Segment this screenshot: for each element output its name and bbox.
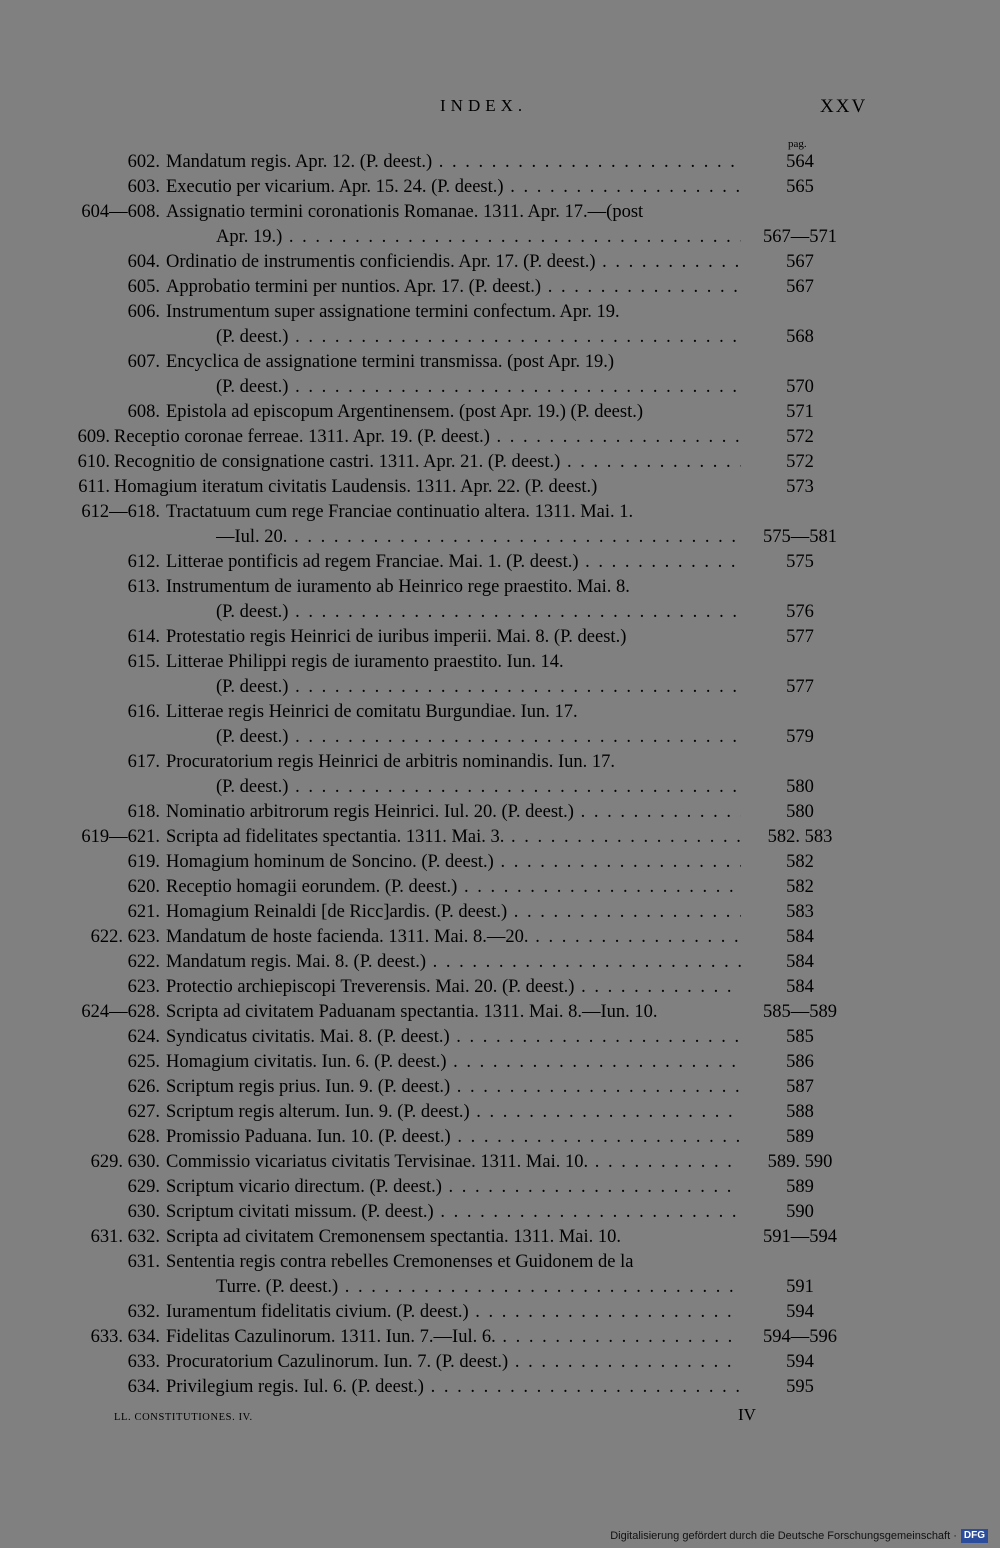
entry-number: 608. <box>127 402 160 422</box>
entry-text: Privilegium regis. Iul. 6. (P. deest.) . . . <box>166 1375 741 1400</box>
entry-text: Scriptum regis alterum. Iun. 9. (P. deest.) . . . <box>166 1100 741 1125</box>
entry-text: Assignatio termini coronationis Romanae. 1311. Apr. 17.—(post <box>166 202 644 222</box>
entry-page: 580 <box>786 777 814 797</box>
entry-text: Scriptum regis prius. Iun. 9. (P. deest.) . . . <box>166 1075 741 1100</box>
entry-page: 567 <box>786 252 814 272</box>
entry-page: 586 <box>786 1052 814 1072</box>
index-entry <box>0 825 1000 850</box>
entry-number: 628. <box>127 1127 160 1147</box>
index-entry <box>0 525 1000 550</box>
entry-text: Scriptum civitati missum. (P. deest.) . . . <box>166 1200 741 1225</box>
entry-number: 629. 630. <box>90 1152 160 1172</box>
index-entry <box>0 775 1000 800</box>
entry-number: 622. <box>127 952 160 972</box>
entry-text: Mandatum de hoste facienda. 1311. Mai. 8.—20. . . . <box>166 925 741 950</box>
entry-text: Receptio homagii eorundem. (P. deest.) . . . <box>166 875 741 900</box>
entry-page: 579 <box>786 727 814 747</box>
entry-text: Promissio Paduana. Iun. 10. (P. deest.) . . . <box>166 1125 741 1150</box>
entry-text: Scripta ad civitatem Cremonensem spectantia. 1311. Mai. 10. <box>166 1227 622 1247</box>
entry-page: 572 <box>786 452 814 472</box>
index-entry <box>0 1000 1000 1025</box>
entry-number: 619. <box>127 852 160 872</box>
index-entry <box>0 950 1000 975</box>
entry-number: 612. <box>127 552 160 572</box>
entry-number: 625. <box>127 1052 160 1072</box>
index-entry <box>0 225 1000 250</box>
index-entry <box>0 200 1000 225</box>
entry-number: 624. <box>127 1027 160 1047</box>
entry-number: 631. 632. <box>90 1227 160 1247</box>
index-entry <box>0 1150 1000 1175</box>
entry-number: 607. <box>127 352 160 372</box>
header-title: INDEX. <box>440 96 528 115</box>
entry-page: 580 <box>786 802 814 822</box>
entry-page: 594 <box>786 1302 814 1322</box>
entry-number: 632. <box>127 1302 160 1322</box>
entry-text: Fidelitas Cazulinorum. 1311. Iun. 7.—Iul. 6. . . . <box>166 1325 741 1350</box>
entry-text: Litterae regis Heinrici de comitatu Burgundiae. Iun. 17. <box>166 702 578 722</box>
index-entry <box>0 575 1000 600</box>
entry-text: Homagium hominum de Soncino. (P. deest.) . . . <box>166 850 741 875</box>
entry-text: (P. deest.) . . . <box>216 675 741 700</box>
entry-text: Executio per vicarium. Apr. 15. 24. (P. deest.) . . . <box>166 175 741 200</box>
entry-page: 589 <box>786 1177 814 1197</box>
index-entry <box>0 1375 1000 1400</box>
entry-text: Homagium civitatis. Iun. 6. (P. deest.) . . . <box>166 1050 741 1075</box>
index-entry <box>0 450 1000 475</box>
index-entry <box>0 675 1000 700</box>
index-entries <box>0 150 1000 1400</box>
entry-number: 605. <box>127 277 160 297</box>
entry-number: 614. <box>127 627 160 647</box>
entry-text: Scripta ad civitatem Paduanam spectantia. 1311. Mai. 8.—Iun. 10. <box>166 1002 658 1022</box>
entry-text: (P. deest.) . . . <box>216 600 741 625</box>
index-entry <box>0 175 1000 200</box>
index-entry <box>0 500 1000 525</box>
entry-number: 602. <box>127 152 160 172</box>
entry-page: 577 <box>786 627 814 647</box>
entry-page: 571 <box>786 402 814 422</box>
index-entry <box>0 850 1000 875</box>
index-entry <box>0 1075 1000 1100</box>
entry-text: Procuratorium regis Heinrici de arbitris nominandis. Iun. 17. <box>166 752 616 772</box>
entry-page: 582 <box>786 877 814 897</box>
entry-text: Sententia regis contra rebelles Cremonenses et Guidonem de la <box>166 1252 634 1272</box>
entry-text: Scriptum vicario directum. (P. deest.) . . . <box>166 1175 741 1200</box>
entry-text: Receptio coronae ferreae. 1311. Apr. 19. (P. deest.) . . . <box>114 425 741 450</box>
index-entry <box>0 625 1000 650</box>
entry-number: 633. <box>127 1352 160 1372</box>
entry-number: 603. <box>127 177 160 197</box>
index-entry <box>0 150 1000 175</box>
index-entry <box>0 1175 1000 1200</box>
index-entry <box>0 875 1000 900</box>
entry-page: 585 <box>786 1027 814 1047</box>
entry-page: 591 <box>786 1277 814 1297</box>
entry-number: 633. 634. <box>90 1327 160 1347</box>
header-page-number: XXV <box>820 96 868 117</box>
index-entry <box>0 1025 1000 1050</box>
entry-page: 564 <box>786 152 814 172</box>
entry-text: Scripta ad fidelitates spectantia. 1311. Mai. 3. . . . <box>166 825 741 850</box>
entry-text: Tractatuum cum rege Franciae continuatio altera. 1311. Mai. 1. <box>166 502 634 522</box>
entry-page: 583 <box>786 902 814 922</box>
entry-text: (P. deest.) . . . <box>216 325 741 350</box>
index-entry <box>0 300 1000 325</box>
entry-page: 588 <box>786 1102 814 1122</box>
entry-number: 629. <box>127 1177 160 1197</box>
entry-page: 577 <box>786 677 814 697</box>
entry-page: 570 <box>786 377 814 397</box>
entry-number: 609. <box>77 427 110 447</box>
index-entry <box>0 425 1000 450</box>
entry-number: 619—621. <box>81 827 160 847</box>
entry-number: 606. <box>127 302 160 322</box>
index-entry <box>0 550 1000 575</box>
entry-number: 617. <box>127 752 160 772</box>
entry-text: —Iul. 20. . . . <box>216 525 741 550</box>
entry-text: Nominatio arbitrorum regis Heinrici. Iul. 20. (P. deest.) . . . <box>166 800 741 825</box>
index-entry <box>0 1325 1000 1350</box>
credit-text: Digitalisierung gefördert durch die Deutsche Forschungsgemeinschaft · <box>610 1530 957 1542</box>
index-entry <box>0 1100 1000 1125</box>
entry-text: Instrumentum super assignatione termini confectum. Apr. 19. <box>166 302 620 322</box>
entry-text: Apr. 19.) . . . <box>216 225 741 250</box>
index-entry <box>0 1050 1000 1075</box>
entry-page: 591—594 <box>763 1227 837 1247</box>
entry-page: 575—581 <box>763 527 837 547</box>
entry-text: Instrumentum de iuramento ab Heinrico rege praestito. Mai. 8. <box>166 577 630 597</box>
digitization-credit <box>610 1529 988 1543</box>
entry-text: Ordinatio de instrumentis conficiendis. Apr. 17. (P. deest.) . . . <box>166 250 741 275</box>
entry-page: 587 <box>786 1077 814 1097</box>
index-entry <box>0 250 1000 275</box>
footer-sheet-number: IV <box>738 1405 756 1424</box>
entry-page: 590 <box>786 1202 814 1222</box>
index-entry <box>0 1200 1000 1225</box>
entry-text: Mandatum regis. Apr. 12. (P. deest.) . . . <box>166 150 741 175</box>
entry-text: Iuramentum fidelitatis civium. (P. deest.) . . . <box>166 1300 741 1325</box>
index-entry <box>0 1250 1000 1275</box>
entry-text: Approbatio termini per nuntios. Apr. 17. (P. deest.) . . . <box>166 275 741 300</box>
entry-number: 604. <box>127 252 160 272</box>
entry-page: 573 <box>786 477 814 497</box>
entry-text: Epistola ad episcopum Argentinensem. (post Apr. 19.) (P. deest.) <box>166 402 643 422</box>
entry-number: 613. <box>127 577 160 597</box>
index-entry <box>0 1275 1000 1300</box>
entry-text: Encyclica de assignatione termini transmissa. (post Apr. 19.) <box>166 352 615 372</box>
index-entry <box>0 1300 1000 1325</box>
entry-text: (P. deest.) . . . <box>216 375 741 400</box>
entry-number: 624—628. <box>81 1002 160 1022</box>
index-entry <box>0 800 1000 825</box>
entry-page: 589 <box>786 1127 814 1147</box>
index-entry <box>0 750 1000 775</box>
entry-number: 612—618. <box>81 502 160 522</box>
entry-text: Turre. (P. deest.) . . . <box>216 1275 741 1300</box>
entry-number: 618. <box>127 802 160 822</box>
entry-page: 585—589 <box>763 1002 837 1022</box>
entry-text: Litterae pontificis ad regem Franciae. Mai. 1. (P. deest.) . . . <box>166 550 741 575</box>
entry-text: Protectio archiepiscopi Treverensis. Mai. 20. (P. deest.) . . . <box>166 975 741 1000</box>
entry-number: 610. <box>77 452 110 472</box>
footer-signature: LL. CONSTITUTIONES. IV. <box>114 1412 253 1423</box>
entry-page: 567 <box>786 277 814 297</box>
entry-text: Litterae Philippi regis de iuramento praestito. Iun. 14. <box>166 652 564 672</box>
entry-page: 584 <box>786 952 814 972</box>
index-entry <box>0 700 1000 725</box>
index-entry <box>0 900 1000 925</box>
entry-page: 584 <box>786 927 814 947</box>
index-entry <box>0 725 1000 750</box>
entry-page: 575 <box>786 552 814 572</box>
dfg-logo: DFG <box>961 1529 988 1543</box>
entry-text: Protestatio regis Heinrici de iuribus imperii. Mai. 8. (P. deest.) <box>166 627 627 647</box>
entry-number: 622. 623. <box>90 927 160 947</box>
index-entry <box>0 650 1000 675</box>
entry-number: 623. <box>127 977 160 997</box>
entry-text: (P. deest.) . . . <box>216 775 741 800</box>
index-entry <box>0 925 1000 950</box>
entry-text: Mandatum regis. Mai. 8. (P. deest.) . . . <box>166 950 741 975</box>
entry-page: 576 <box>786 602 814 622</box>
entry-number: 634. <box>127 1377 160 1397</box>
entry-number: 620. <box>127 877 160 897</box>
entry-number: 626. <box>127 1077 160 1097</box>
entry-page: 589. 590 <box>767 1152 833 1172</box>
index-entry <box>0 325 1000 350</box>
index-entry <box>0 475 1000 500</box>
index-entry <box>0 1350 1000 1375</box>
entry-page: 594—596 <box>763 1327 837 1347</box>
index-entry <box>0 350 1000 375</box>
entry-page: 582. 583 <box>767 827 833 847</box>
entry-number: 604—608. <box>81 202 160 222</box>
entry-text: Homagium iteratum civitatis Laudensis. 1311. Apr. 22. (P. deest.) <box>114 477 598 497</box>
index-entry <box>0 1225 1000 1250</box>
pag-column-label: pag. <box>788 138 807 150</box>
entry-number: 627. <box>127 1102 160 1122</box>
entry-text: Procuratorium Cazulinorum. Iun. 7. (P. deest.) . . . <box>166 1350 741 1375</box>
entry-text: Homagium Reinaldi [de Ricc]ardis. (P. deest.) . . . <box>166 900 741 925</box>
running-header <box>0 96 1000 126</box>
entry-number: 611. <box>78 477 110 497</box>
entry-text: Syndicatus civitatis. Mai. 8. (P. deest.) . . . <box>166 1025 741 1050</box>
index-entry <box>0 400 1000 425</box>
entry-page: 595 <box>786 1377 814 1397</box>
entry-page: 582 <box>786 852 814 872</box>
entry-page: 565 <box>786 177 814 197</box>
entry-page: 567—571 <box>763 227 837 247</box>
entry-text: Commissio vicariatus civitatis Tervisinae. 1311. Mai. 10. . . . <box>166 1150 741 1175</box>
index-entry <box>0 1125 1000 1150</box>
entry-page: 584 <box>786 977 814 997</box>
entry-text: Recognitio de consignatione castri. 1311. Apr. 21. (P. deest.) . . . <box>114 450 741 475</box>
entry-page: 568 <box>786 327 814 347</box>
entry-number: 630. <box>127 1202 160 1222</box>
index-entry <box>0 275 1000 300</box>
entry-page: 594 <box>786 1352 814 1372</box>
index-entry <box>0 375 1000 400</box>
entry-number: 615. <box>127 652 160 672</box>
entry-number: 621. <box>127 902 160 922</box>
entry-number: 616. <box>127 702 160 722</box>
index-entry <box>0 975 1000 1000</box>
index-entry <box>0 600 1000 625</box>
entry-number: 631. <box>127 1252 160 1272</box>
entry-text: (P. deest.) . . . <box>216 725 741 750</box>
entry-page: 572 <box>786 427 814 447</box>
